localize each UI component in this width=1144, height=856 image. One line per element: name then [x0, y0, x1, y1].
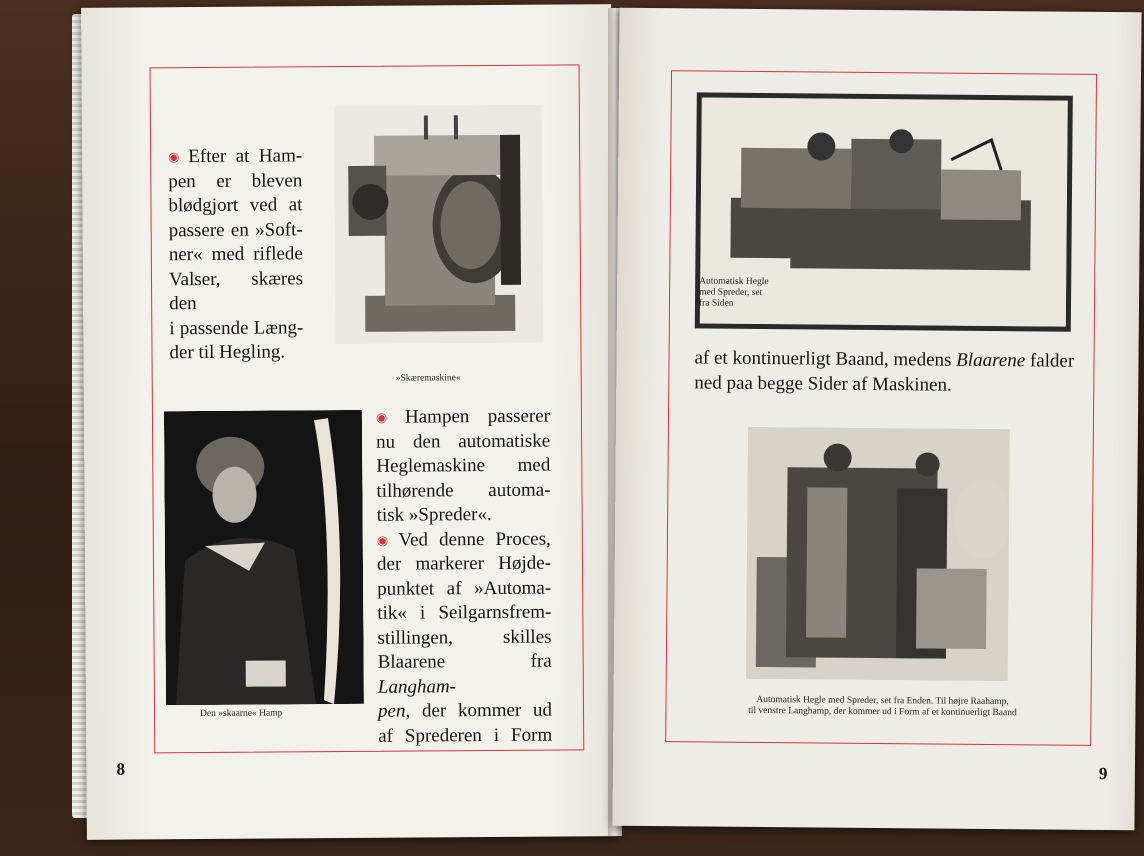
red-bullet-icon: ◉	[168, 149, 185, 165]
paragraph-softner: ◉ Efter at Ham- pen er bleven blødgjort ved at passere en »Soft- ner« med riflede Valser, skæres den i passende Læng- der til Hegling.	[168, 145, 304, 364]
cutting-machine-photo	[334, 105, 544, 344]
side-photo-caption: Automatisk Hegle med Spreder, set fra Siden	[698, 276, 769, 309]
red-bullet-icon: ◉	[376, 532, 395, 548]
cutting-machine-caption: »Skæremaskine«	[395, 373, 461, 384]
woman-photo-caption: Den »skaarne« Hamp	[200, 708, 283, 720]
end-photo-caption: Automatisk Hegle med Spreder, set fra Enden. Til højre Raahamp, til venstre Langhamp, der kommer ud i Form af et kontinuerligt Baand	[748, 694, 1017, 719]
page-number-right: 9	[1098, 763, 1108, 784]
page-number-left: 8	[116, 759, 125, 779]
woman-with-hemp-photo	[164, 410, 364, 705]
hackling-machine-end-photo	[746, 427, 1010, 681]
right-page	[612, 8, 1141, 831]
red-bullet-icon: ◉	[375, 409, 402, 425]
paragraph-heglemaskine: ◉ Hampen passerer nu den automatiske Heglemaskine med tilhørende automa- tisk »Spreder«. ◉ Ved denne Proces, der markerer Højde- punktet af »Automa- tik« i Seilgarnsfrem- stillingen, skilles Blaarene fra Langham- pen, der kommer ud af Sprederen i Form	[375, 405, 553, 747]
paragraph-blaarene: af et kontinuerligt Baand, medens Blaarene falder ned paa begge Sider af Maskinen.	[694, 347, 1075, 396]
left-page	[81, 4, 617, 840]
